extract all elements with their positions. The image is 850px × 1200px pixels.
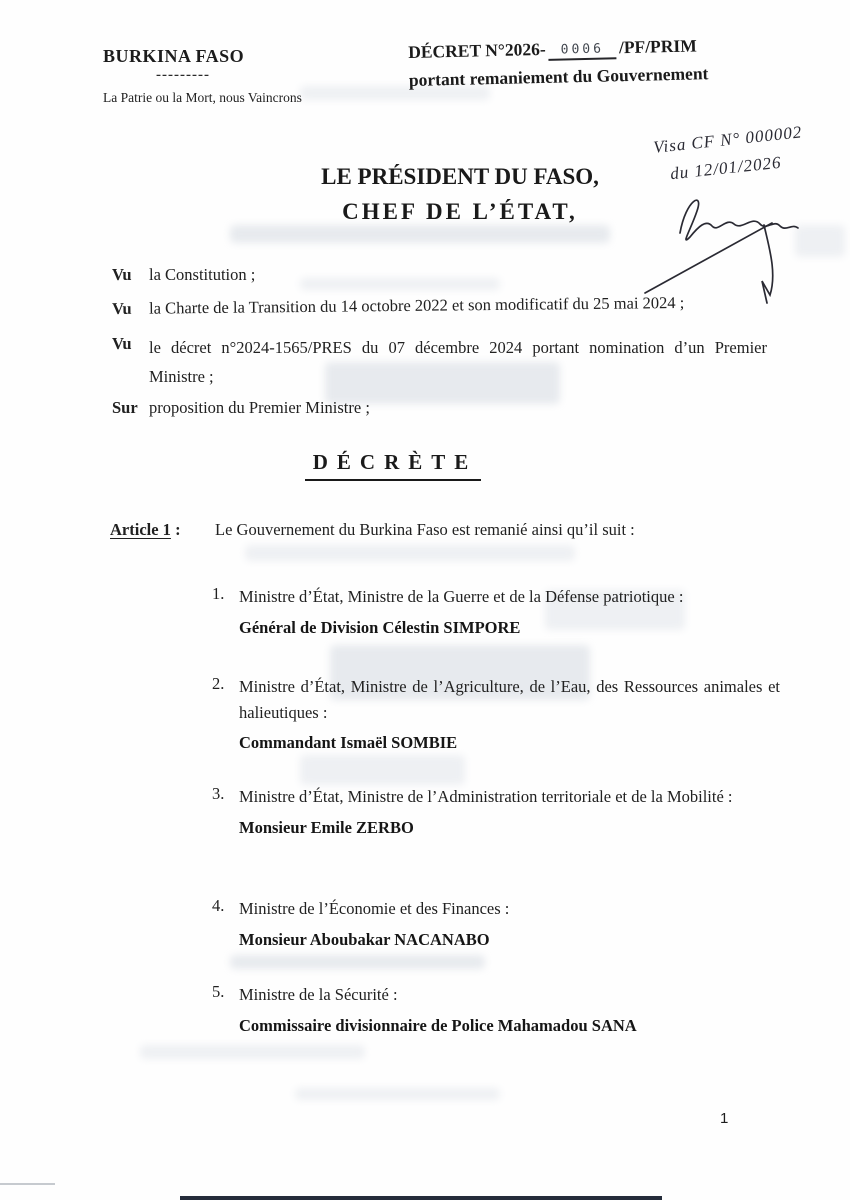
portfolio-text: Ministre d’État, Ministre de la Guerre et de la Défense patriotique : (239, 587, 684, 606)
bleed-through-smudge (230, 955, 485, 969)
portfolio-text: Ministre d’État, Ministre de l’Administration territoriale et de la Mobilité : (239, 787, 733, 806)
preamble-clause (112, 334, 767, 392)
appointee-name: Commissaire divisionnaire de Police Mahamadou SANA (239, 1015, 637, 1035)
header-separator: --------- (156, 67, 210, 83)
bleed-through-smudge (300, 755, 465, 785)
bleed-through-smudge (245, 545, 575, 561)
country-name: BURKINA FASO (103, 46, 245, 66)
clause-text: la Constitution ; (149, 265, 256, 284)
minister-item (212, 784, 780, 838)
visa-date-line: du 12/01/2026 (669, 152, 783, 184)
preamble-clause (112, 398, 762, 418)
clause-label: Vu (112, 265, 132, 284)
portfolio-text: Ministre d’État, Ministre de l’Agriculture, de l’Eau, des Ressources animales et halieutiques : (239, 677, 780, 722)
handwritten-visa-note (652, 118, 807, 189)
decree-number-prefix: DÉCRET N°2026- (408, 38, 546, 62)
item-number: 2. (212, 674, 225, 693)
decree-number-line (408, 32, 828, 65)
visa-number-line: Visa CF N° 000002 (652, 122, 804, 157)
decree-subject: portant remaniement du Gouvernement (408, 63, 709, 90)
appointee-name: Commandant Ismaël SOMBIE (239, 733, 458, 753)
clause-text: proposition du Premier Ministre ; (149, 398, 370, 417)
scan-artifact-line (0, 1183, 55, 1185)
national-motto: La Patrie ou la Mort, nous Vaincrons (103, 90, 302, 105)
title-line-1: LE PRÉSIDENT DU FASO, (321, 164, 599, 189)
clause-text: le décret n°2024-1565/PRES du 07 décembre 2024 portant nomination d’un Premier Ministre ; (149, 338, 767, 386)
title-line-2: CHEF DE L’ÉTAT, (342, 198, 578, 224)
item-number: 5. (212, 982, 225, 1001)
appointee-name: Monsieur Emile ZERBO (239, 817, 414, 837)
clause-label: Vu (112, 298, 132, 318)
portfolio-text: Ministre de la Sécurité : (239, 985, 398, 1004)
minister-item (212, 982, 780, 1036)
clause-text: la Charte de la Transition du 14 octobre 2022 et son modificatif du 25 mai 2024 ; (148, 293, 685, 318)
article-1-line (110, 520, 782, 540)
minister-item (212, 674, 780, 753)
bleed-through-smudge (295, 1088, 500, 1100)
portfolio-text: Ministre de l’Économie et des Finances : (239, 899, 510, 918)
preamble-clause (112, 265, 762, 285)
bleed-through-smudge (140, 1045, 365, 1059)
document-title (250, 160, 670, 229)
item-number: 3. (212, 784, 225, 803)
article-intro: Le Gouvernement du Burkina Faso est remanié ainsi qu’il suit : (215, 520, 635, 539)
minister-item (212, 584, 780, 638)
header-left-block (103, 46, 302, 106)
scan-artifact-bottom-bar (180, 1196, 662, 1200)
page-number: 1 (720, 1110, 729, 1127)
item-number: 1. (212, 584, 225, 603)
clause-label: Sur (112, 398, 138, 417)
appointee-name: Général de Division Célestin SIMPORE (239, 617, 521, 637)
appointee-name: Monsieur Aboubakar NACANABO (239, 929, 490, 949)
decree-heading: DÉCRÈTE (305, 450, 482, 481)
decree-heading-wrap (288, 450, 498, 481)
clause-label: Vu (112, 334, 132, 353)
decree-number-stamp: 0006 (549, 41, 617, 61)
minister-item (212, 896, 780, 950)
article-label: Article 1 : (110, 520, 181, 539)
item-number: 4. (212, 896, 225, 915)
decree-number-suffix: /PF/PRIM (618, 35, 697, 58)
decree-reference-block (408, 32, 829, 91)
